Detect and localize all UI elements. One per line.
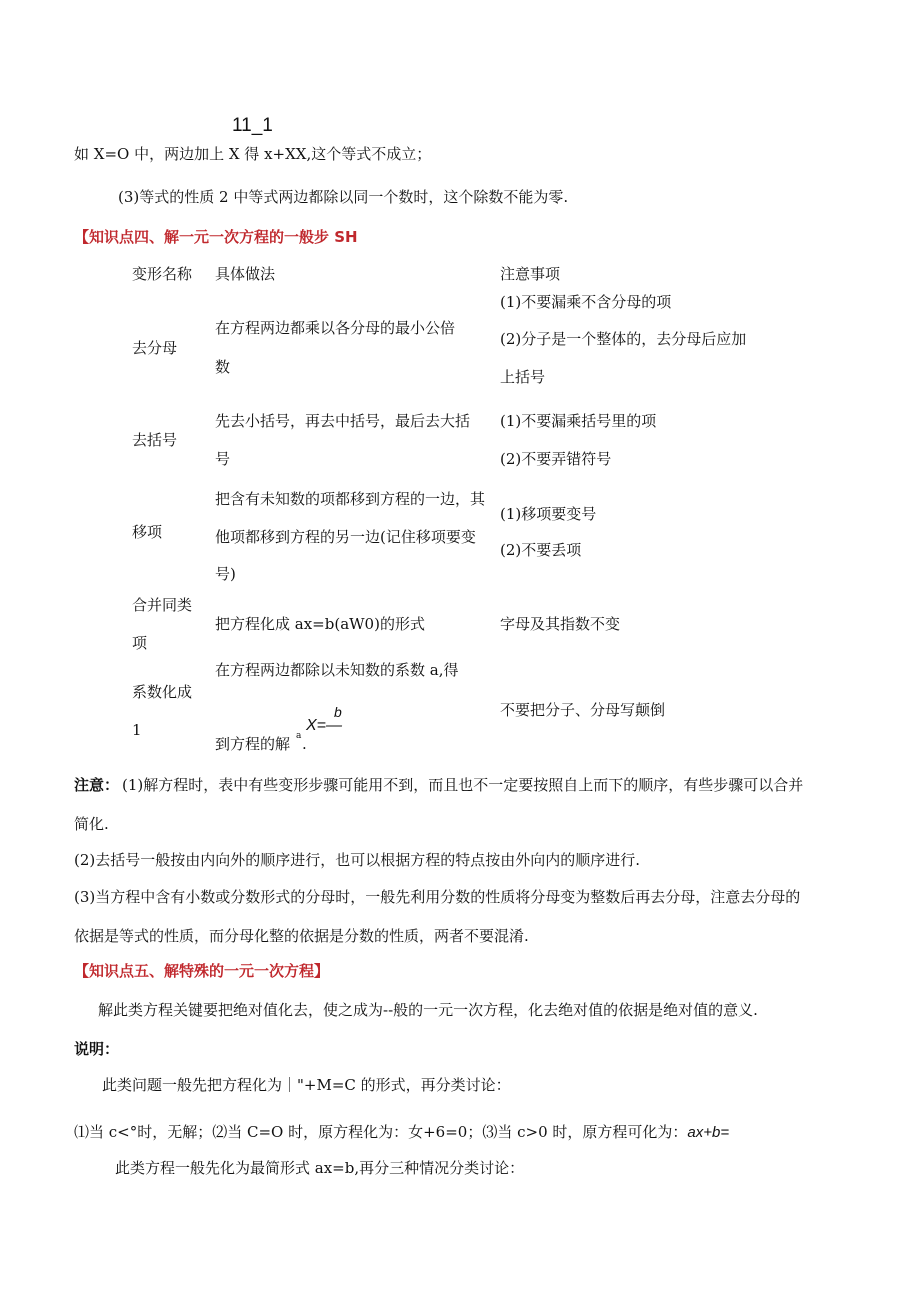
table-header-method: 具体做法 bbox=[215, 265, 276, 283]
table-row-1-note-2: (2)分子是一个整体的，去分母后应加 bbox=[500, 330, 747, 348]
table-row-1-note-1: (1)不要漏乘不含分母的项 bbox=[500, 293, 672, 311]
intro-line-1: 如 X=O 中，两边加上 X 得 x+XX,这个等式不成立； bbox=[74, 145, 432, 163]
table-row-2-method-line-1: 先去小括号，再去中括号，最后去大括 bbox=[215, 412, 471, 430]
explain-label: 说明： bbox=[74, 1040, 120, 1058]
notes-item-1: (1)解方程时，表中有些变形步骤可能用不到，而且也不一定要按照自上而下的顺序，有些步骤可以合并 bbox=[122, 776, 804, 794]
notes-item-1-cont: 简化. bbox=[74, 815, 109, 833]
table-row-5-note: 不要把分子、分母写颠倒 bbox=[500, 701, 666, 719]
section5-title: 【知识点五、解特殊的一元一次方程】 bbox=[74, 962, 330, 980]
table-header-name: 变形名称 bbox=[132, 265, 193, 283]
explain-line-3: 此类方程一般先化为最简形式 ax=b,再分三种情况分类讨论： bbox=[115, 1159, 525, 1177]
page-number: 11_1 bbox=[232, 115, 273, 136]
table-row-5-name-line-1: 系数化成 bbox=[132, 683, 193, 701]
table-row-5-method-line-2: 到方程的解 bbox=[215, 735, 291, 753]
table-row-1-note-3: 上括号 bbox=[500, 368, 546, 386]
explain-line-2-text: ⑴当 c<°时，无解；⑵当 C=O 时，原方程化为：女+6=0；⑶当 c>0 时，原方程可化为： bbox=[74, 1123, 688, 1141]
notes-item-3-cont: 依据是等式的性质，而分母化整的依据是分数的性质，两者不要混淆. bbox=[74, 927, 529, 945]
notes-label: 注意： bbox=[74, 776, 120, 794]
notes-item-3: (3)当方程中含有小数或分数形式的分母时，一般先利用分数的性质将分母变为整数后再去分母，注意去分母的 bbox=[74, 888, 801, 906]
table-row-4-method: 把方程化成 ax=b(aW0)的形式 bbox=[215, 615, 425, 633]
table-row-3-method-line-2: 他项都移到方程的另一边(记住移项要变 bbox=[215, 528, 476, 546]
table-row-2-name: 去括号 bbox=[132, 431, 178, 449]
formula-numerator: b bbox=[334, 704, 342, 720]
formula-end: . bbox=[302, 735, 307, 753]
table-row-3-method-line-1: 把含有未知数的项都移到方程的一边，其 bbox=[215, 490, 486, 508]
table-row-3-note-1: (1)移项要变号 bbox=[500, 505, 597, 523]
table-row-5-name-line-2: 1 bbox=[132, 721, 142, 739]
table-row-4-name-line-2: 项 bbox=[132, 634, 148, 652]
table-row-3-name: 移项 bbox=[132, 523, 163, 541]
table-row-2-note-1: (1)不要漏乘括号里的项 bbox=[500, 412, 657, 430]
formula-lhs: X=— bbox=[306, 717, 343, 734]
table-row-3-method-line-3: 号) bbox=[215, 565, 236, 583]
intro-line-2: (3)等式的性质 2 中等式两边都除以同一个数时，这个除数不能为零. bbox=[118, 188, 569, 206]
section5-intro: 解此类方程关键要把绝对值化去，使之成为--般的一元一次方程，化去绝对值的依据是绝对值的意义. bbox=[98, 1001, 758, 1019]
explain-line-2-formula: ax+b= bbox=[687, 1124, 730, 1141]
steps-table bbox=[120, 258, 760, 758]
explain-line-1: 此类问题一般先把方程化为｜"+M=C 的形式，再分类讨论： bbox=[102, 1076, 511, 1094]
notes-item-2: (2)去括号一般按由内向外的顺序进行，也可以根据方程的特点按由外向内的顺序进行. bbox=[74, 851, 641, 869]
table-row-3-note-2: (2)不要丢项 bbox=[500, 541, 582, 559]
table-row-2-method-line-2: 号 bbox=[215, 450, 231, 468]
table-header-notes: 注意事项 bbox=[500, 265, 561, 283]
section4-title: 【知识点四、解一元一次方程的一般步 SH bbox=[74, 228, 358, 246]
table-row-5-method-line-1: 在方程两边都除以未知数的系数 a,得 bbox=[215, 661, 459, 679]
table-row-4-note: 字母及其指数不变 bbox=[500, 615, 621, 633]
table-row-1-name: 去分母 bbox=[132, 339, 178, 357]
table-row-1-method-line-1: 在方程两边都乘以各分母的最小公倍 bbox=[215, 319, 456, 337]
table-row-1-method-line-2: 数 bbox=[215, 358, 231, 376]
table-row-4-name-line-1: 合并同类 bbox=[132, 596, 193, 614]
formula-denominator: a bbox=[296, 731, 302, 741]
explain-line-2 bbox=[74, 1122, 729, 1143]
table-row-2-note-2: (2)不要弄错符号 bbox=[500, 450, 612, 468]
